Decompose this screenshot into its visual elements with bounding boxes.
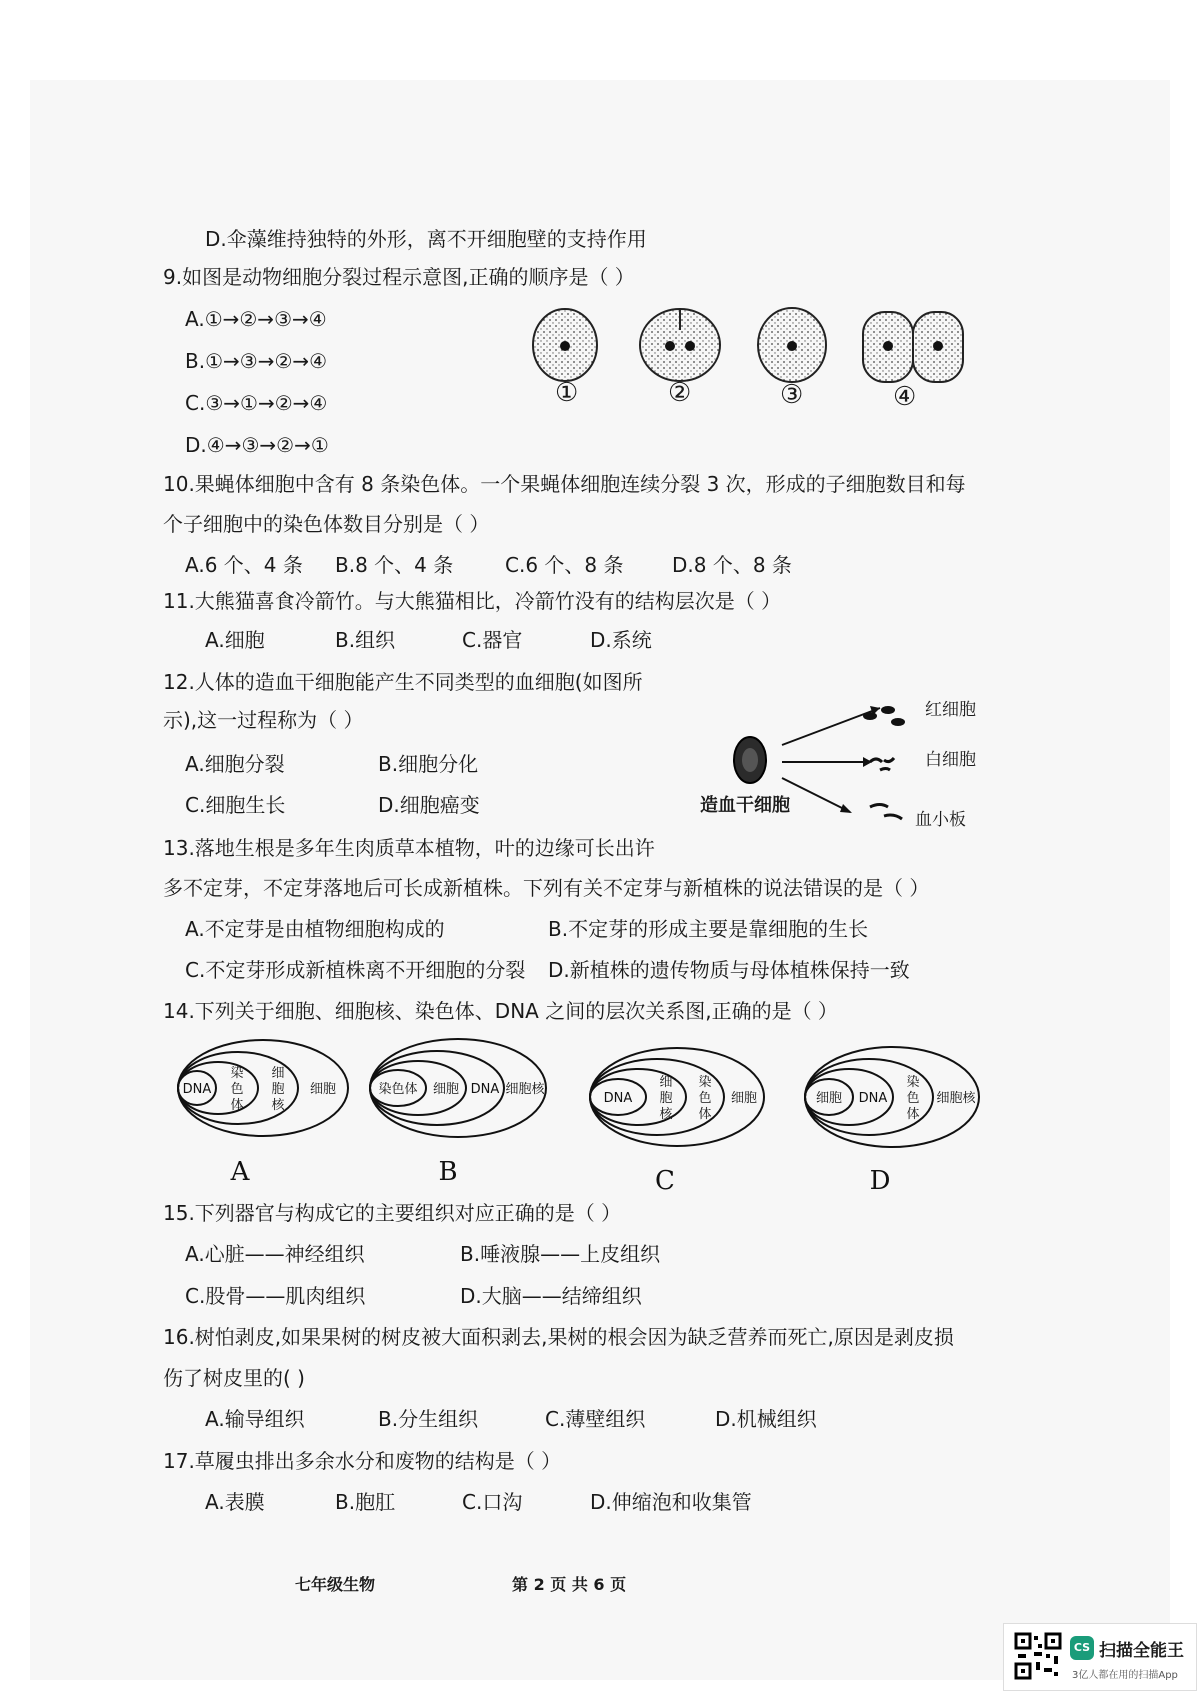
q9-option-a: A.①→②→③→④ [185, 307, 327, 331]
q13-option-c: C.不定芽形成新植株离不开细胞的分裂 [185, 958, 526, 982]
cell-label-4: ④ [893, 382, 917, 412]
q16-stem-line2: 伤了树皮里的( ) [163, 1366, 305, 1390]
q12-stem-line2: 示),这一过程称为（ ） [163, 708, 364, 732]
diagram-a-label-3: 细胞核 [271, 1066, 285, 1113]
stem-cell-label: 造血干细胞 [700, 795, 790, 816]
q11-option-c: C.器官 [462, 628, 523, 652]
q10-option-b: B.8 个、4 条 [335, 553, 454, 577]
scanner-tagline: 3亿人都在用的扫描App [1072, 1670, 1178, 1681]
q9-stem: 9.如图是动物细胞分裂过程示意图,正确的顺序是（ ） [163, 265, 635, 289]
q16-stem-line1: 16.树怕剥皮,如果果树的树皮被大面积剥去,果树的根会因为缺乏营养而死亡,原因是剥皮损 [163, 1325, 954, 1349]
q11-option-d: D.系统 [590, 628, 652, 652]
cell-label-2: ② [668, 378, 692, 408]
q15-option-a: A.心脏——神经组织 [185, 1242, 365, 1266]
diagram-a-label-4: 细胞 [309, 1082, 337, 1097]
diagram-d-label-3: 染色体 [906, 1075, 920, 1122]
q17-stem: 17.草履虫排出多余水分和废物的结构是（ ） [163, 1449, 562, 1473]
diagram-letter-c: C [655, 1166, 675, 1196]
q16-option-c: C.薄壁组织 [545, 1407, 646, 1431]
q11-option-a: A.细胞 [205, 628, 265, 652]
q10-stem-line2: 个子细胞中的染色体数目分别是（ ） [163, 512, 490, 536]
q15-option-c: C.股骨——肌肉组织 [185, 1284, 366, 1308]
scanner-app-name: 扫描全能王 [1099, 1641, 1184, 1661]
q8-option-d: D.伞藻维持独特的外形，离不开细胞壁的支持作用 [205, 227, 647, 251]
q15-option-b: B.唾液腺——上皮组织 [460, 1242, 661, 1266]
q17-option-a: A.表膜 [205, 1490, 265, 1514]
diagram-b-label-2: 细胞 [432, 1082, 460, 1097]
q11-option-b: B.组织 [335, 628, 396, 652]
diagram-d-label-1: 细胞 [815, 1091, 843, 1106]
rbc-label: 红细胞 [925, 700, 976, 720]
diagram-d-label-4: 细胞核 [936, 1091, 976, 1106]
q10-option-a: A.6 个、4 条 [185, 553, 303, 577]
diagram-c-label-3: 染色体 [698, 1075, 712, 1122]
diagram-letter-a: A [230, 1157, 250, 1187]
q13-option-b: B.不定芽的形成主要是靠细胞的生长 [548, 917, 869, 941]
q16-option-d: D.机械组织 [715, 1407, 817, 1431]
q11-stem: 11.大熊猫喜食冷箭竹。与大熊猫相比，冷箭竹没有的结构层次是（ ） [163, 589, 782, 613]
diagram-b-label-3: DNA [470, 1082, 500, 1097]
q12-option-b: B.细胞分化 [378, 752, 479, 776]
q13-option-a: A.不定芽是由植物细胞构成的 [185, 917, 445, 941]
footer-subject: 七年级生物 [295, 1575, 376, 1594]
q12-option-a: A.细胞分裂 [185, 752, 285, 776]
q13-stem-line1: 13.落地生根是多年生肉质草本植物，叶的边缘可长出许 [163, 836, 655, 860]
qr-code-icon [1014, 1632, 1062, 1680]
diagram-letter-b: B [438, 1157, 458, 1187]
scanner-logo-icon: CS [1070, 1636, 1094, 1660]
q9-option-d: D.④→③→②→① [185, 433, 329, 457]
q13-option-d: D.新植株的遗传物质与母体植株保持一致 [548, 958, 910, 982]
q17-option-c: C.口沟 [462, 1490, 523, 1514]
q9-option-c: C.③→①→②→④ [185, 391, 328, 415]
diagram-c-label-2: 细胞核 [659, 1075, 673, 1122]
q16-option-b: B.分生组织 [378, 1407, 479, 1431]
q15-stem: 15.下列器官与构成它的主要组织对应正确的是（ ） [163, 1201, 622, 1225]
diagram-d-label-2: DNA [858, 1091, 888, 1106]
diagram-letter-d: D [869, 1166, 891, 1196]
diagram-a-label-2: 染色体 [230, 1066, 244, 1113]
platelet-label: 血小板 [915, 810, 966, 830]
diagram-a-label-1: DNA [182, 1082, 212, 1097]
q9-option-b: B.①→③→②→④ [185, 349, 328, 373]
scanner-watermark [1003, 1623, 1197, 1691]
cell-label-3: ③ [780, 380, 804, 410]
q13-stem-line2: 多不定芽，不定芽落地后可长成新植株。下列有关不定芽与新植株的说法错误的是（ ） [163, 876, 930, 900]
wbc-label: 白细胞 [925, 750, 976, 770]
diagram-c-label-4: 细胞 [730, 1091, 758, 1106]
q14-stem: 14.下列关于细胞、细胞核、染色体、DNA 之间的层次关系图,正确的是（ ） [163, 999, 838, 1023]
q10-option-d: D.8 个、8 条 [672, 553, 792, 577]
q16-option-a: A.输导组织 [205, 1407, 305, 1431]
q10-option-c: C.6 个、8 条 [505, 553, 624, 577]
q17-option-b: B.胞肛 [335, 1490, 396, 1514]
q12-stem-line1: 12.人体的造血干细胞能产生不同类型的血细胞(如图所 [163, 670, 643, 694]
diagram-b-label-1: 染色体 [378, 1082, 418, 1097]
q12-option-d: D.细胞癌变 [378, 793, 480, 817]
diagram-b-label-4: 细胞核 [505, 1082, 545, 1097]
q17-option-d: D.伸缩泡和收集管 [590, 1490, 752, 1514]
footer-page: 第 2 页 共 6 页 [512, 1575, 627, 1594]
cell-label-1: ① [555, 378, 579, 408]
q10-stem-line1: 10.果蝇体细胞中含有 8 条染色体。一个果蝇体细胞连续分裂 3 次，形成的子细胞数目和每 [163, 472, 966, 496]
q12-option-c: C.细胞生长 [185, 793, 286, 817]
diagram-c-label-1: DNA [603, 1091, 633, 1106]
q15-option-d: D.大脑——结缔组织 [460, 1284, 642, 1308]
